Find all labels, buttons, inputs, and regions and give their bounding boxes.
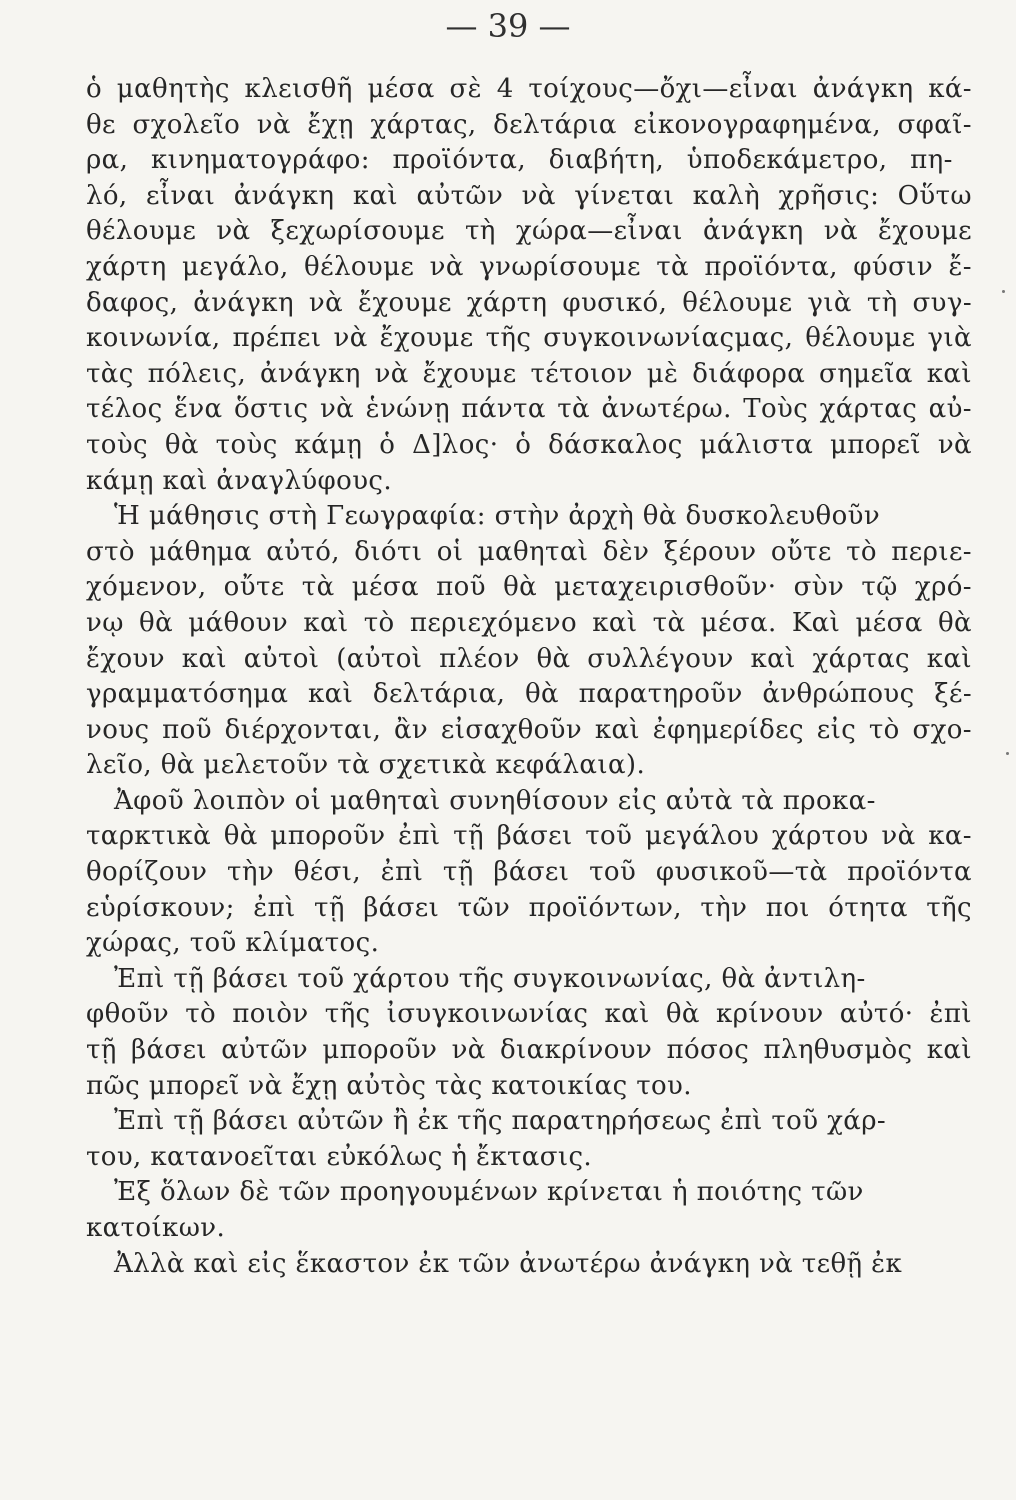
paragraph-start-line: Ἐπὶ τῇ βάσει αὐτῶν ἢ ἐκ τῆς παρατηρήσεως ἐπὶ τοῦ χάρ-	[114, 1106, 887, 1137]
text-line: λό, εἶναι ἀνάγκη καὶ αὐτῶν νὰ γίνεται καλὴ χρῆσις: Οὕτω	[86, 180, 972, 211]
margin-speck	[1002, 290, 1005, 293]
text-line: εὑρίσκουν; ἐπὶ τῇ βάσει τῶν προϊόντων, τὴν ποι ότητα τῆς	[86, 892, 972, 923]
text-line: τέλος ἕνα ὅστις νὰ ἑνώνῃ πάντα τὰ ἀνωτέρω. Τοὺς χάρτας αὐ-	[86, 394, 972, 425]
text-line: ἔχουν καὶ αὐτοὶ (αὐτοὶ πλέον θὰ συλλέγουν καὶ χάρτας καὶ	[86, 643, 972, 674]
text-line: θέλουμε νὰ ξεχωρίσουμε τὴ χώρα—εἶναι ἀνάγκη νὰ ἔχουμε	[86, 216, 972, 247]
paragraph-start-line: Ἐξ ὅλων δὲ τῶν προηγουμένων κρίνεται ἡ ποιότης τῶν	[114, 1177, 864, 1208]
text-line: ὁ μαθητὴς κλεισθῆ μέσα σὲ 4 τοίχους—ὄχι—εἶναι ἀνάγκη κά-	[86, 74, 972, 104]
text-line: θε σχολεῖο νὰ ἔχῃ χάρτας, δελτάρια εἰκονογραφημένα, σφαῖ-	[86, 109, 972, 140]
text-line: τῇ βάσει αὐτῶν μποροῦν νὰ διακρίνουν πόσος πληθυσμὸς καὶ	[86, 1035, 972, 1066]
text-line: τοὺς θὰ τοὺς κάμῃ ὁ Δ]λος· ὁ δάσκαλος μάλιστα μπορεῖ νὰ	[86, 429, 972, 460]
text-line: θορίζουν τὴν θέσι, ἐπὶ τῇ βάσει τοῦ φυσικοῦ—τὰ προϊόντα	[86, 857, 972, 888]
paragraph-start-line: Ἐπὶ τῇ βάσει τοῦ χάρτου τῆς συγκοινωνίας, θὰ ἀντιλη-	[114, 963, 866, 994]
text-line: ρα, κινηματογράφο: προϊόντα, διαβήτη, ὑποδεκάμετρο, πη-	[86, 145, 953, 176]
margin-speck	[1006, 752, 1009, 755]
text-line: δαφος, ἀνάγκη νὰ ἔχουμε χάρτη φυσικό, θέλουμε γιὰ τὴ συγ-	[86, 287, 972, 318]
paragraph-start-line: Ἡ μάθησις στὴ Γεωγραφία: στὴν ἀρχὴ θὰ δυσκολευθοῦν	[114, 501, 881, 532]
text-line: νους ποῦ διέρχονται, ἂν εἰσαχθοῦν καὶ ἐφημερίδες εἰς τὸ σχο-	[86, 714, 972, 745]
paragraph-start-line: Ἀλλὰ καὶ εἰς ἕκαστον ἐκ τῶν ἀνωτέρω ἀνάγκη νὰ τεθῇ ἐκ	[114, 1248, 903, 1279]
body-text	[86, 72, 986, 1282]
text-line: χάρτη μεγάλο, θέλουμε νὰ γνωρίσουμε τὰ προϊόντα, φύσιν ἔ-	[86, 251, 972, 282]
page-number: — 39 —	[445, 7, 571, 45]
text-line: τὰς πόλεις, ἀνάγκη νὰ ἔχουμε τέτοιον μὲ διάφορα σημεῖα καὶ	[86, 358, 972, 389]
text-line: χώρας, τοῦ κλίματος.	[86, 928, 380, 959]
text-line: ταρκτικὰ θὰ μποροῦν ἐπὶ τῇ βάσει τοῦ μεγάλου χάρτου νὰ κα-	[86, 821, 972, 852]
text-line: χόμενον, οὔτε τὰ μέσα ποῦ θὰ μεταχειρισθοῦν· σὺν τῷ χρό-	[86, 572, 972, 603]
text-line: φθοῦν τὸ ποιὸν τῆς ἰσυγκοινωνίας καὶ θὰ κρίνουν αὐτό· ἐπὶ	[86, 999, 972, 1030]
text-line: κάμῃ καὶ ἀναγλύφους.	[86, 465, 393, 496]
text-line: λεῖο, θὰ μελετοῦν τὰ σχετικὰ κεφάλαια).	[86, 750, 646, 781]
text-line: του, κατανοεῖται εὐκόλως ἡ ἔκτασις.	[86, 1141, 593, 1172]
text-line: κατοίκων.	[86, 1213, 226, 1243]
paragraph-start-line: Ἀφοῦ λοιπὸν οἱ μαθηταὶ συνηθίσουν εἰς αὐτὰ τὰ προκα-	[114, 785, 876, 816]
text-line: γραμματόσημα καὶ δελτάρια, θὰ παρατηροῦν ἀνθρώπους ξέ-	[86, 679, 972, 710]
text-line: νῳ θὰ μάθουν καὶ τὸ περιεχόμενο καὶ τὰ μέσα. Καὶ μέσα θὰ	[86, 607, 972, 638]
text-line: στὸ μάθημα αὐτό, διότι οἱ μαθηταὶ δὲν ξέρουν οὔτε τὸ περιε-	[86, 536, 972, 567]
text-line: πῶς μπορεῖ νὰ ἔχῃ αὐτὸς τὰς κατοικίας του.	[86, 1070, 692, 1101]
text-line: κοινωνία, πρέπει νὰ ἔχουμε τῆς συγκοινωνίαςμας, θέλουμε γιὰ	[86, 323, 972, 354]
